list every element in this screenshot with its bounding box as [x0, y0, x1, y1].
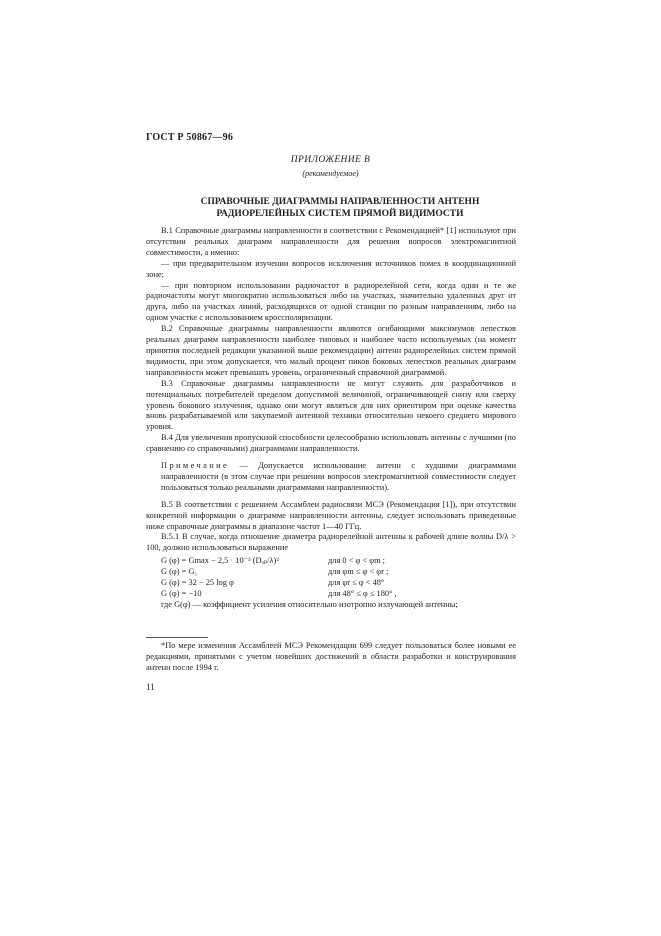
paragraph-b3: В.3 Справочные диаграммы направленности не могут служить для разработчиков и потенциальных потребителей пределом допустимой величиной, ограничивающей снизу или сверху уровень бокового излучения, однако они могут являться для них ориентиром при оценке качества вновь разрабатываемой или закупаемой антенной техники относительно некоего среднего мирового уровня.	[146, 378, 516, 432]
formula-condition: для 0 < φ < φm ;	[328, 556, 385, 566]
formula-expression: G (φ) = Gmax − 2,5 · 10⁻³ (Dₐₚ/λ)²	[161, 556, 279, 566]
formula-condition: для φr ≤ φ < 48°	[328, 578, 385, 588]
paragraph-where: где G(φ) — коэффициент усиления относительно изотропно излучающей антенны;	[161, 599, 458, 609]
section-title-line-1: СПРАВОЧНЫЕ ДИАГРАММЫ НАПРАВЛЕННОСТИ АНТЕНН	[200, 197, 480, 207]
paragraph-b2: В.2 Справочные диаграммы направленности являются огибающими максимумов лепестков реальных диаграмм направленности наиболее типовых и наиболее часто используемых (на момент принятия последней редакции указанной выше рекомендации) антенн радиорелейных систем прямой видимости, при этом допускается, что малый процент пиков боковых лепестков реальных диаграмм направленности может превышать уровень, ограниченный справочной диаграммой.	[146, 324, 516, 377]
section-title	[160, 196, 520, 220]
page-number: 11	[146, 682, 155, 692]
formula-row	[146, 578, 516, 589]
formula-block	[146, 556, 516, 600]
paragraph-b4: В.4 Для увеличения пропускной способности целесообразно использовать антенны с лучшими (по сравнению со справочными) диаграммами направленности.	[146, 433, 516, 454]
paragraph-b5: В.5 В соответствии с решением Ассамблеи радиосвязи МСЭ (Рекомендация [1]), при отсутствии конкретной информации о диаграмме направленности антенны, следует использовать приведенные ниже справочные диаграммы в диапазоне частот 1—40 ГГц.	[146, 499, 516, 531]
formula-expression: G (φ) = −10	[161, 588, 202, 598]
formula-row	[146, 556, 516, 567]
paragraph-b51: В.5.1 В случае, когда отношение диаметра радиорелейной антенны к рабочей длине волны D/λ > 100, должно использоваться выражение	[146, 532, 516, 553]
formula-expression: G (φ) = 32 − 25 log φ	[161, 578, 234, 588]
footnote-divider	[146, 637, 208, 638]
note	[146, 461, 516, 494]
formula-condition: для φm ≤ φ < φr ;	[328, 567, 389, 577]
formula-row	[146, 589, 516, 600]
paragraph-b1-item-2: — при повторном использовании радиочастот в радиорелейной сети, когда одни и те же радиочастоты могут многократно использоваться либо на участках, значительно удаленных друг от друга, либо на участках линий, расходящихся от одной станции по разным направлениям, либо на одном участке с использованием кроссполяризации.	[146, 280, 516, 323]
appendix-title: ПРИЛОЖЕНИЕ В	[290, 155, 371, 165]
paragraph-b1-item-1: — при предварительном изучении вопросов исключения источников помех в координационной зоне;	[146, 258, 516, 279]
formula-condition: для 48° ≤ φ ≤ 180° ,	[328, 588, 397, 598]
formula-expression: G (φ) = G₁	[161, 567, 198, 577]
formula-row	[146, 567, 516, 578]
appendix-subtitle: (рекомендуемое)	[302, 169, 359, 178]
note-label: Примечание	[161, 461, 230, 471]
body-text	[146, 226, 516, 611]
footnote	[146, 641, 516, 674]
paragraph-b1: В.1 Справочные диаграммы направленности в соответствии с Рекомендацией* [1] используют при отсутствии реальных диаграмм направленности для решения вопросов электромагнитной совместимости, а именно:	[146, 226, 516, 257]
standard-header: ГОСТ Р 50867—96	[146, 132, 234, 143]
section-title-line-2: РАДИОРЕЛЕЙНЫХ СИСТЕМ ПРЯМОЙ ВИДИМОСТИ	[216, 209, 464, 219]
note-text: — Допускается использование антенн с худшими диаграммами направленности (в этом случае при решении вопросов электромагнитной совместимости следует пользоваться только реальными диаграммами направленности).	[161, 461, 517, 492]
footnote-text: *По мере изменения Ассамблеей МСЭ Рекомендации 699 следует пользоваться более новыми ее редакциями, принятыми с учетом новейших достижений в области разработки и конструирования антенн после 1994 г.	[146, 641, 516, 672]
